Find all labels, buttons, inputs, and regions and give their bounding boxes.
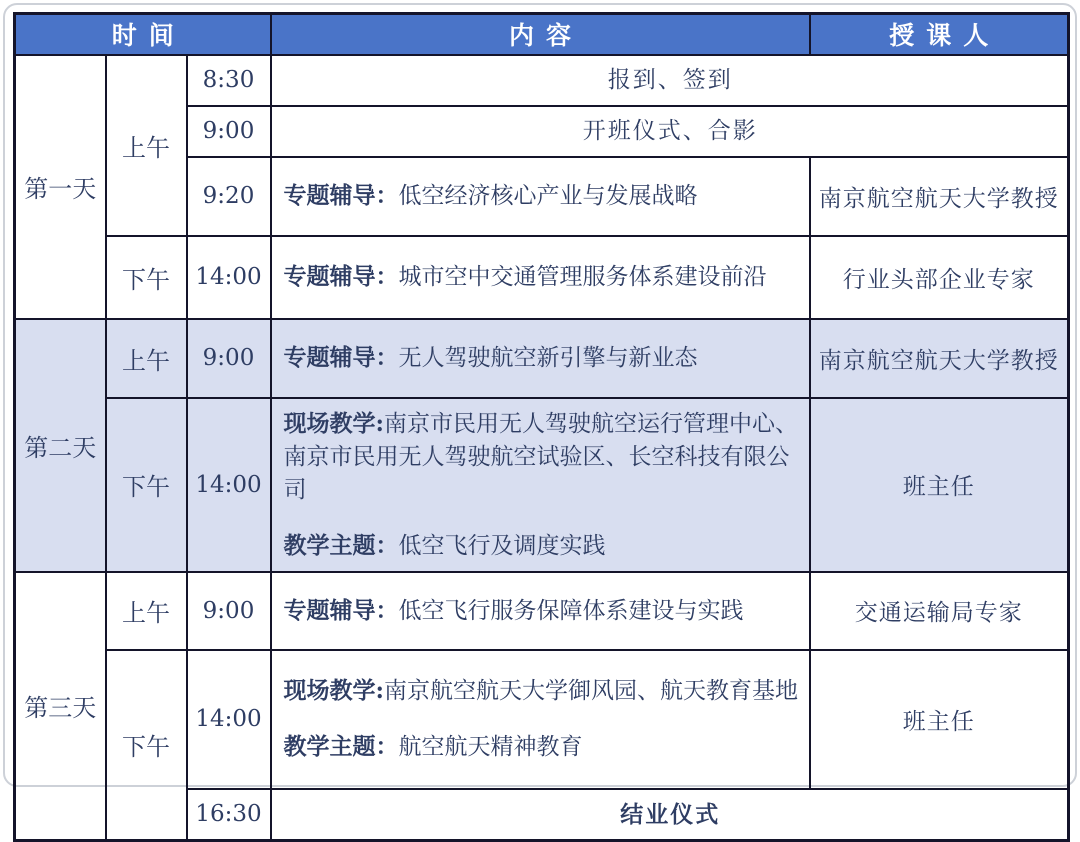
- teaching-theme-prefix: 教学主题：: [283, 531, 399, 559]
- header-row: [15, 14, 1069, 55]
- teaching-theme-paragraph: [284, 529, 799, 563]
- teaching-theme-paragraph: [284, 730, 799, 764]
- content-cell-closing-ceremony: 结业仪式: [271, 789, 1069, 841]
- lecturer-cell-day1-am: 南京航空航天大学教授: [810, 157, 1069, 236]
- time-cell-0900-d2: 9:00: [187, 319, 271, 398]
- field-teaching-sites: 南京市民用无人驾驶航空运行管理中心、南京市民用无人驾驶航空试验区、长空科技有限公司: [283, 410, 798, 503]
- row-day3-0900: [15, 572, 1069, 650]
- lecturer-cell-day1-pm: 行业头部企业专家: [810, 236, 1069, 319]
- content-cell-day3-pm: [271, 650, 810, 789]
- teaching-theme-prefix: 教学主题：: [283, 733, 399, 760]
- lecture-type-prefix: 专题辅导：: [283, 344, 399, 371]
- content-cell-day3-am: [271, 572, 810, 650]
- row-day2-1400: [15, 398, 1069, 572]
- time-cell-0900-d3: 9:00: [187, 572, 271, 650]
- time-cell-0830: 8:30: [187, 55, 271, 106]
- day3-label-cell: 第三天: [15, 572, 106, 841]
- lecturer-cell-day3-am: 交通运输局专家: [810, 572, 1069, 650]
- header-cell-lecturer: 授课人: [810, 14, 1069, 55]
- content-cell-day2-pm: [271, 398, 810, 572]
- lecture-topic: 低空经济核心产业与发展战略: [398, 183, 698, 209]
- field-teaching-sites: 南京航空航天大学御风园、航天教育基地: [384, 678, 798, 704]
- field-teaching-paragraph: [284, 407, 799, 507]
- time-cell-0900-d1: 9:00: [187, 106, 271, 157]
- day1-label-cell: 第一天: [15, 55, 106, 319]
- day1-am-cell: 上午: [106, 55, 187, 236]
- content-cell-checkin: 报到、签到: [271, 55, 1069, 106]
- day2-label-cell: 第二天: [15, 319, 106, 572]
- field-teaching-paragraph: [284, 674, 799, 708]
- day2-am-cell: 上午: [106, 319, 187, 398]
- content-cell-day1-pm: [271, 236, 810, 319]
- lecture-type-prefix: 专题辅导：: [283, 182, 399, 209]
- day3-am-cell: 上午: [106, 572, 187, 650]
- row-day1-1400: [15, 236, 1069, 319]
- content-cell-day2-am: [271, 319, 810, 398]
- lecturer-cell-day3-pm: 班主任: [810, 650, 1069, 789]
- course-schedule-table: [13, 12, 1070, 842]
- field-teaching-prefix: 现场教学:: [283, 409, 384, 437]
- time-cell-1400-d3: 14:00: [187, 650, 271, 789]
- field-teaching-prefix: 现场教学:: [283, 677, 384, 704]
- lecture-type-prefix: 专题辅导：: [283, 263, 399, 290]
- lecturer-cell-day2-pm: 班主任: [810, 398, 1069, 572]
- time-cell-0920: 9:20: [187, 157, 271, 236]
- teaching-theme: 低空飞行及调度实践: [398, 532, 606, 559]
- content-cell-opening: 开班仪式、合影: [271, 106, 1069, 157]
- day2-pm-cell: 下午: [106, 398, 187, 572]
- header-cell-content: 内容: [271, 14, 810, 55]
- lecture-type-prefix: 专题辅导：: [283, 596, 399, 624]
- row-day2-0900: [15, 319, 1069, 398]
- day3-pm-cell: 下午: [106, 650, 187, 841]
- day1-pm-cell: 下午: [106, 236, 187, 319]
- row-day3-1400: [15, 650, 1069, 789]
- time-cell-1400-d2: 14:00: [187, 398, 271, 572]
- lecturer-cell-day2-am: 南京航空航天大学教授: [810, 319, 1069, 398]
- time-cell-1630: 16:30: [187, 789, 271, 841]
- header-cell-time: 时间: [15, 14, 271, 55]
- content-cell-day1-am: [271, 157, 810, 236]
- row-day1-0830: [15, 55, 1069, 106]
- time-cell-1400-d1: 14:00: [187, 236, 271, 319]
- lecture-topic: 城市空中交通管理服务体系建设前沿: [398, 264, 767, 290]
- lecture-topic: 无人驾驶航空新引擎与新业态: [398, 345, 698, 371]
- teaching-theme: 航空航天精神教育: [398, 734, 583, 760]
- lecture-topic: 低空飞行服务保障体系建设与实践: [398, 597, 744, 624]
